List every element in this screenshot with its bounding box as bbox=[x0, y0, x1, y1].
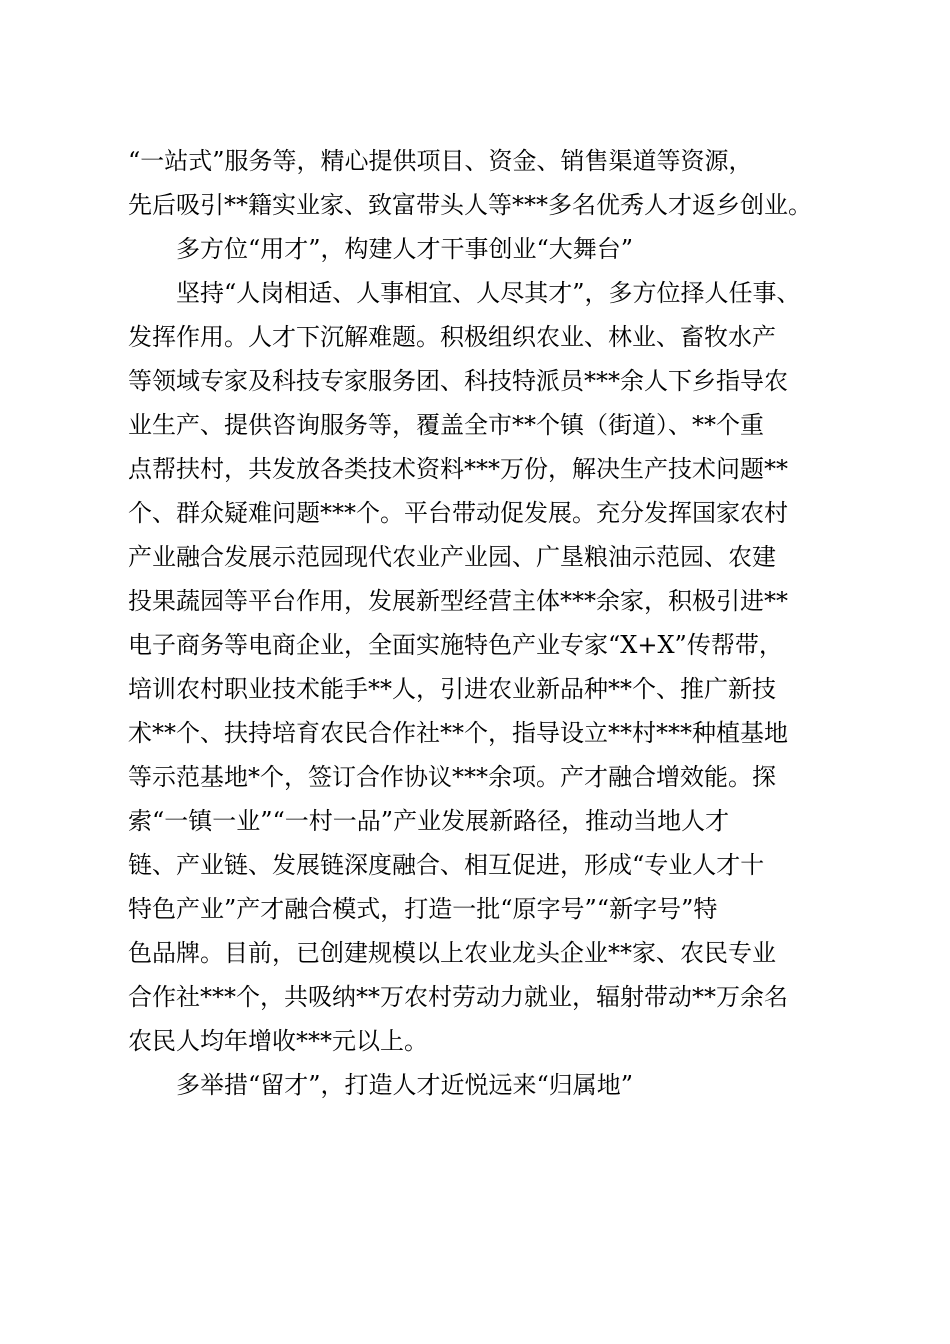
text-line: 等示范基地*个，签订合作协议***余项。产才融合增效能。探 bbox=[128, 763, 776, 791]
text-line: 特色产业”产才融合模式，打造一批“原字号”“新字号”特 bbox=[128, 895, 718, 923]
text-line: 个、群众疑难问题***个。平台带动促发展。充分发挥国家农村 bbox=[128, 499, 788, 527]
section-heading-use-talent: 多方位“用才”，构建人才干事创业“大舞台” bbox=[176, 235, 634, 263]
text-line: 产业融合发展示范园现代农业产业园、广垦粮油示范园、农建 bbox=[128, 543, 776, 571]
paragraph-1 bbox=[128, 139, 828, 227]
text-line: 电子商务等电商企业，全面实施特色产业专家“X+X”传帮带， bbox=[128, 631, 783, 659]
text-line: 农民人均年增收***元以上。 bbox=[128, 1027, 428, 1055]
paragraph-2 bbox=[128, 271, 828, 1063]
text-line: 等领域专家及科技专家服务团、科技特派员***余人下乡指导农 bbox=[128, 367, 788, 395]
text-line: 先后吸引**籍实业家、致富带头人等***多名优秀人才返乡创业。 bbox=[128, 191, 812, 219]
text-line: 业生产、提供咨询服务等，覆盖全市**个镇（街道）、**个重 bbox=[128, 411, 764, 439]
text-line: 投果蔬园等平台作用，发展新型经营主体***余家，积极引进** bbox=[128, 587, 788, 615]
text-line: 发挥作用。人才下沉解难题。积极组织农业、林业、畜牧水产 bbox=[128, 323, 776, 351]
text-line: 色品牌。目前，已创建规模以上农业龙头企业**家、农民专业 bbox=[128, 939, 776, 967]
text-line: 索“一镇一业”“一村一品”产业发展新路径，推动当地人才 bbox=[128, 807, 730, 835]
text-line: 点帮扶村，共发放各类技术资料***万份，解决生产技术问题** bbox=[128, 455, 788, 483]
text-line: 培训农村职业技术能手**人，引进农业新品种**个、推广新技 bbox=[128, 675, 776, 703]
text-line: 链、产业链、发展链深度融合、相互促进，形成“专业人才十 bbox=[128, 851, 765, 879]
document-body bbox=[128, 139, 828, 1107]
section-heading-retain-talent: 多举措“留才”，打造人才近悦远来“归属地” bbox=[176, 1071, 634, 1099]
text-line: 合作社***个，共吸纳**万农村劳动力就业，辐射带动**万余名 bbox=[128, 983, 788, 1011]
text-line: 坚持“人岗相适、人事相宜、人尽其才”，多方位择人任事、 bbox=[176, 279, 801, 307]
text-line: “一站式”服务等，精心提供项目、资金、销售渠道等资源， bbox=[128, 147, 753, 175]
text-line: 术**个、扶持培育农民合作社**个，指导设立**村***种植基地 bbox=[128, 719, 788, 747]
